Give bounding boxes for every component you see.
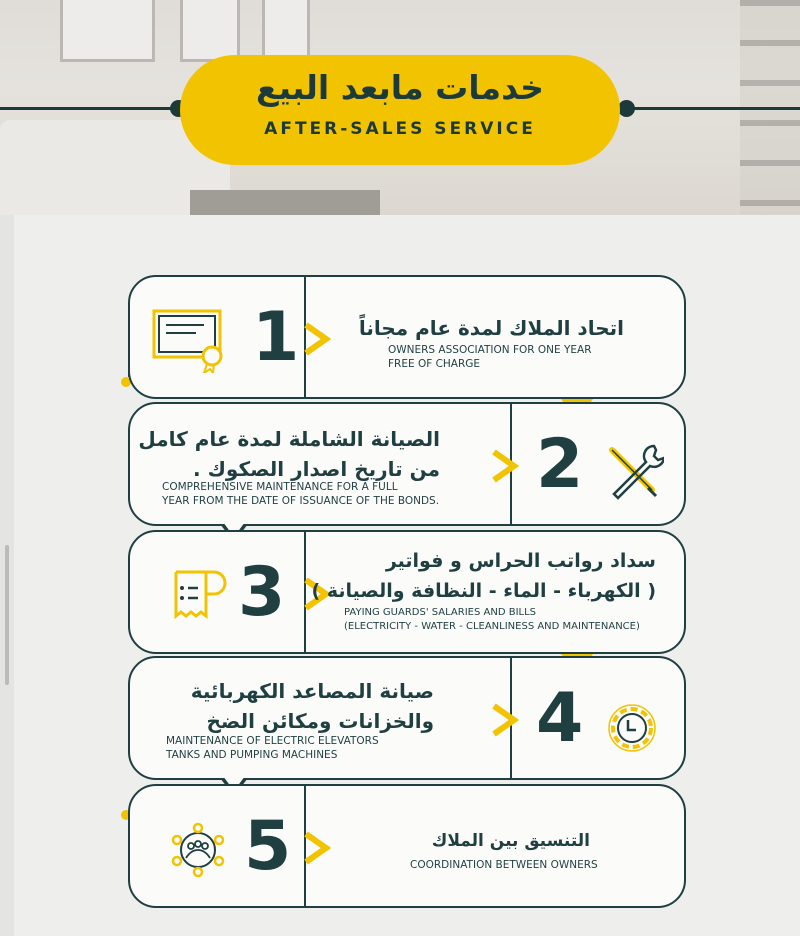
service-title-ar: سداد رواتب الحراس و فواتير ( الكهرباء - الماء - النظافة والصيانة ): [311, 550, 656, 602]
chevron-right-icon: [488, 702, 522, 738]
service-title-ar: الصيانة الشاملة لمدة عام كامل من تاريخ اصدار الصكوك .: [138, 427, 440, 481]
tools-icon: [604, 442, 664, 502]
service-card-1: [128, 275, 686, 399]
service-number: 5: [244, 807, 292, 886]
service-card-3: [128, 530, 686, 654]
page-title-ar: خدمات مابعد البيع: [256, 68, 544, 107]
header-rail-left: [0, 107, 185, 110]
gear-icon: [602, 698, 662, 758]
title-banner: [180, 55, 620, 165]
service-title-ar: التنسيق بين الملاك: [431, 831, 590, 851]
header-rail-right: [615, 107, 800, 110]
service-number: 3: [238, 553, 286, 632]
certificate-icon: [152, 307, 232, 373]
service-desc-en: MAINTENANCE OF ELECTRIC ELEVATORS TANKS AND PUMPING MACHINES: [166, 735, 379, 761]
chevron-right-icon: [488, 448, 522, 484]
service-desc-en: PAYING GUARDS' SALARIES AND BILLS (ELECTRICITY - WATER - CLEANLINESS AND MAINTENANCE): [344, 607, 640, 632]
network-icon: [168, 820, 228, 880]
service-number: 4: [536, 679, 584, 758]
service-card-2: [128, 402, 686, 526]
page-title-en: AFTER-SALES SERVICE: [264, 119, 536, 139]
service-number: 2: [536, 425, 584, 504]
service-card-5: [128, 784, 686, 908]
chevron-right-icon: [300, 830, 334, 866]
service-title-ar: اتحاد الملاك لمدة عام مجاناً: [358, 316, 624, 340]
service-card-4: [128, 656, 686, 780]
rail-dot-right: [618, 100, 635, 117]
scrollbar[interactable]: [5, 545, 9, 685]
chevron-right-icon: [300, 321, 334, 357]
service-number: 1: [252, 298, 300, 377]
service-desc-en: OWNERS ASSOCIATION FOR ONE YEAR FREE OF CHARGE: [388, 344, 592, 370]
service-desc-en: COORDINATION BETWEEN OWNERS: [410, 859, 598, 871]
bill-icon: [166, 568, 228, 624]
service-desc-en: COMPREHENSIVE MAINTENANCE FOR A FULL YEAR FROM THE DATE OF ISSUANCE OF THE BONDS.: [162, 481, 440, 507]
service-title-ar: صيانة المصاعد الكهربائية والخزانات ومكائن الضخ: [190, 679, 434, 733]
